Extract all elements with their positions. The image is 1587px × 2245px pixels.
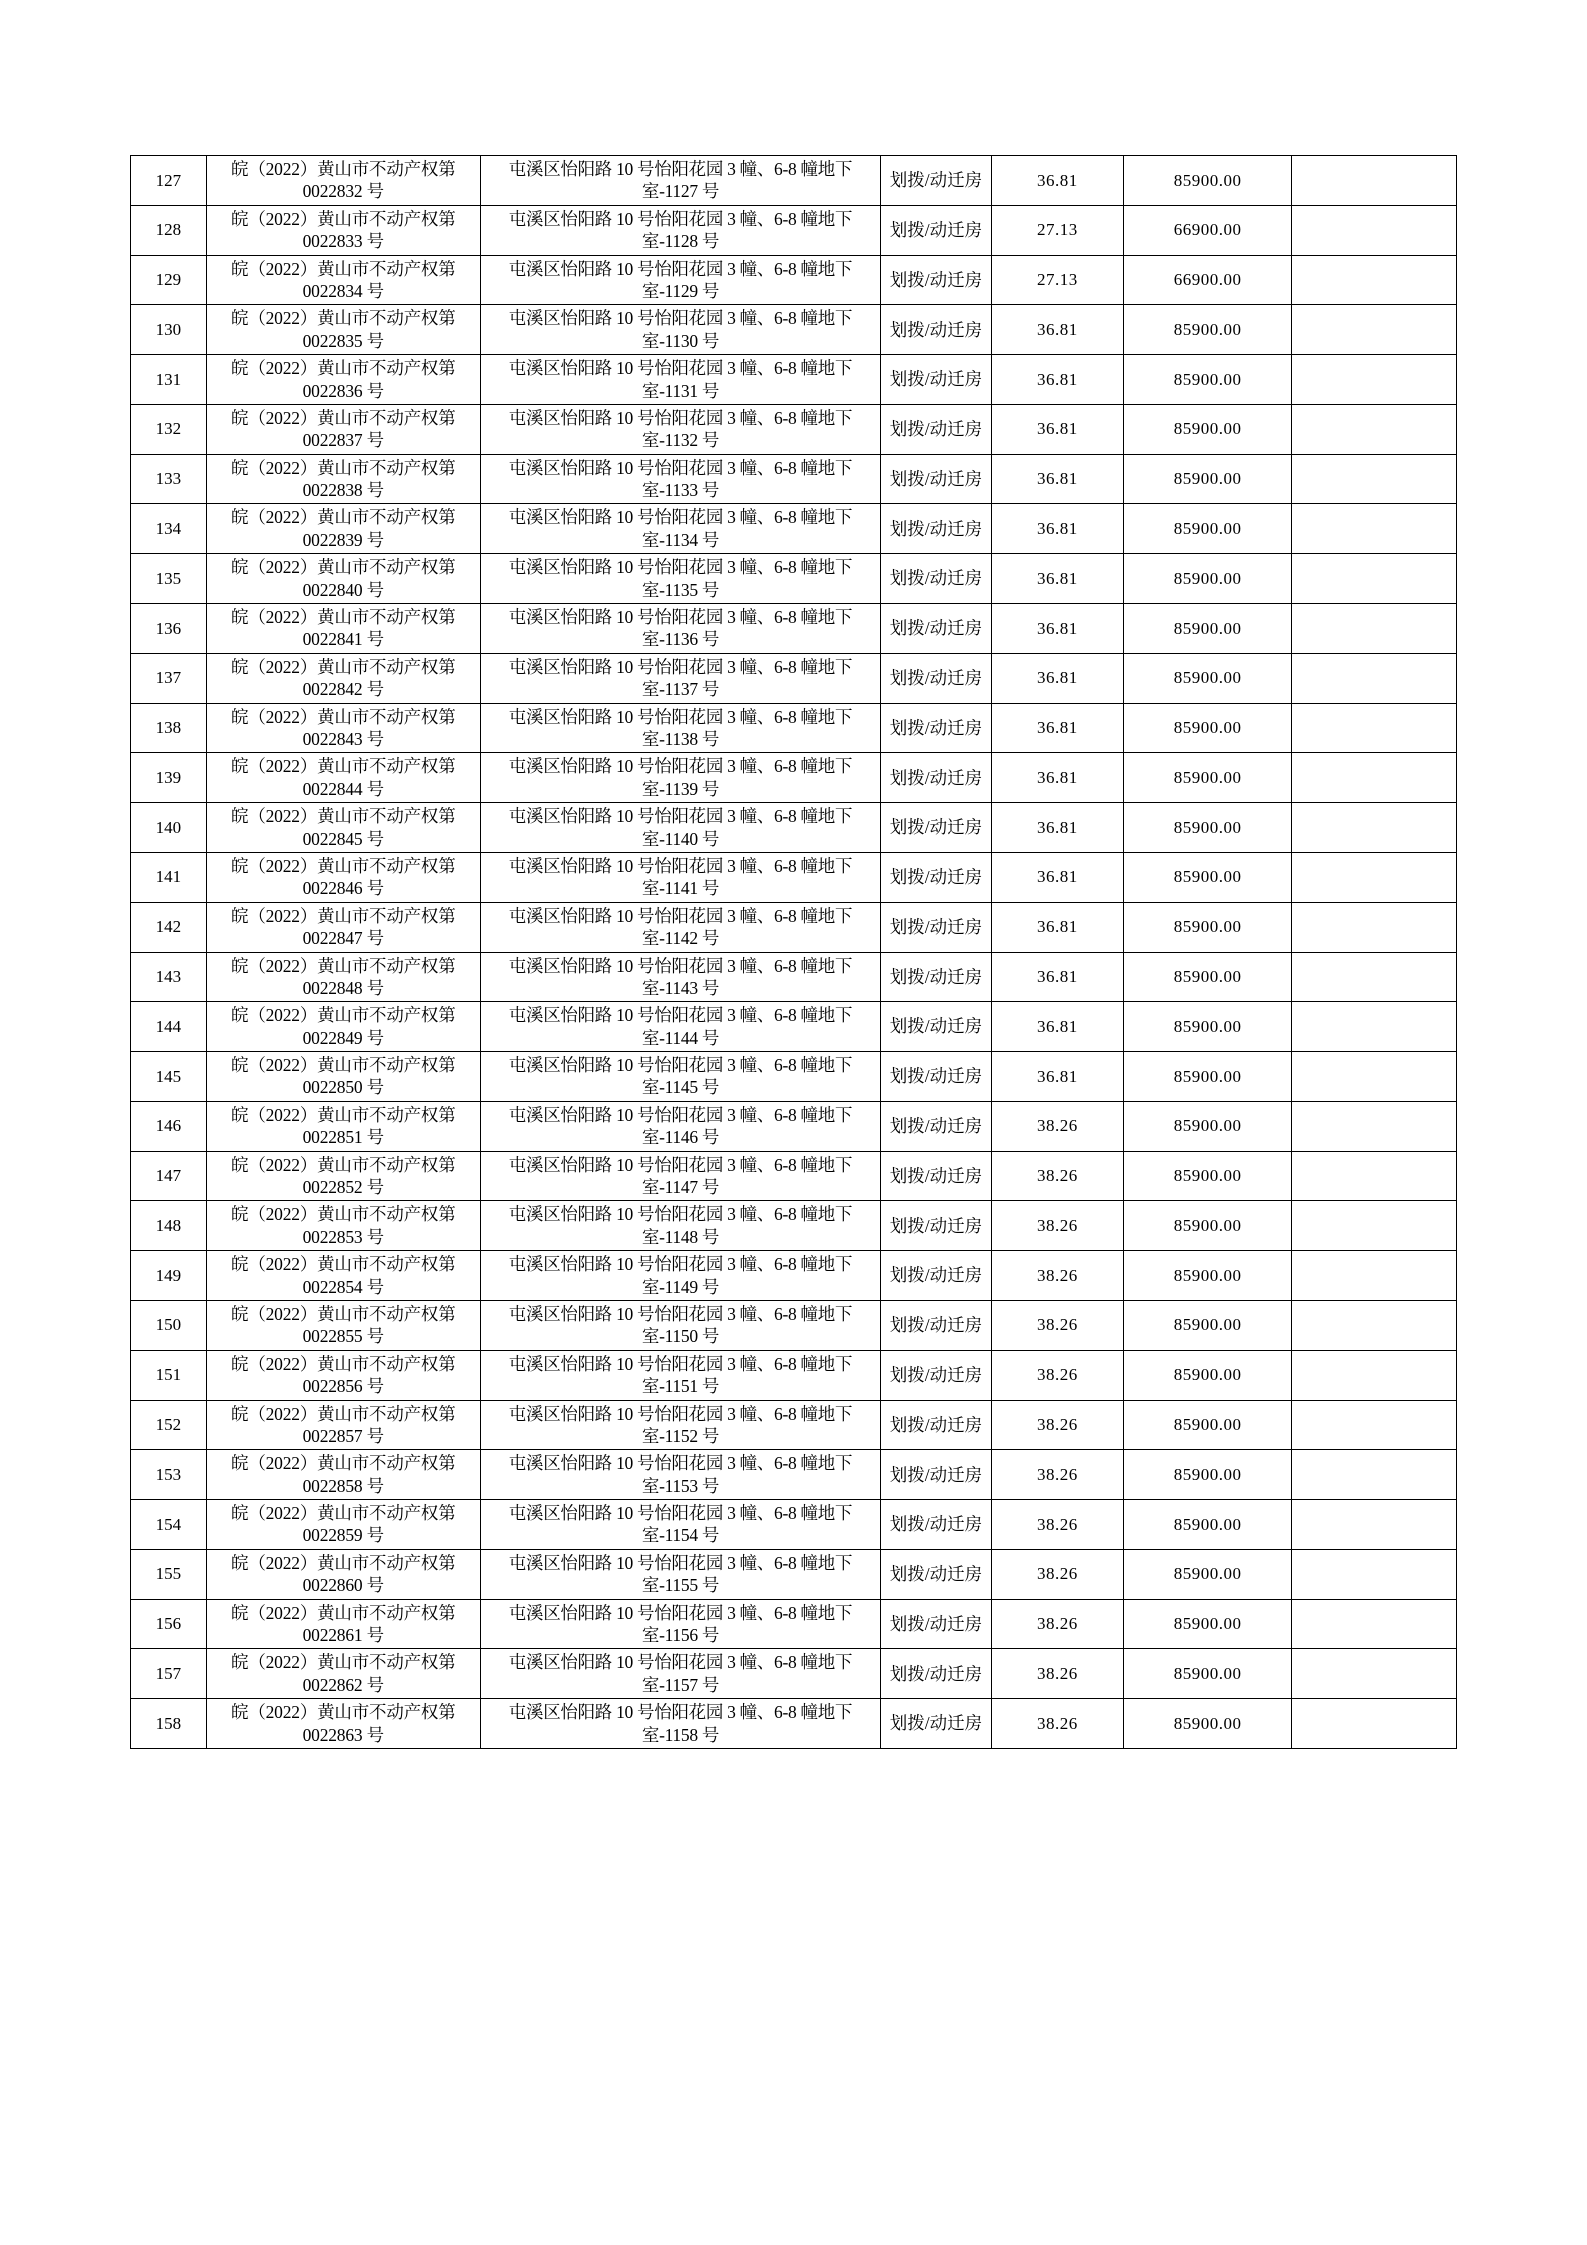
property-location: 屯溪区怡阳路 10 号怡阳花园 3 幢、6-8 幢地下室-1145 号	[480, 1052, 880, 1102]
certificate-number: 皖（2022）黄山市不动产权第 0022857 号	[206, 1400, 480, 1450]
certificate-number: 皖（2022）黄山市不动产权第 0022835 号	[206, 305, 480, 355]
certificate-number: 皖（2022）黄山市不动产权第 0022833 号	[206, 205, 480, 255]
property-type: 划拨/动迁房	[881, 355, 992, 405]
property-type: 划拨/动迁房	[881, 1549, 992, 1599]
property-location: 屯溪区怡阳路 10 号怡阳花园 3 幢、6-8 幢地下室-1153 号	[480, 1450, 880, 1500]
row-note	[1292, 1151, 1457, 1201]
property-area: 38.26	[991, 1151, 1123, 1201]
property-area: 36.81	[991, 454, 1123, 504]
table-row	[131, 1251, 1457, 1301]
property-area: 36.81	[991, 156, 1123, 206]
table-row	[131, 554, 1457, 604]
certificate-number: 皖（2022）黄山市不动产权第 0022860 号	[206, 1549, 480, 1599]
property-price: 85900.00	[1123, 1350, 1291, 1400]
property-type: 划拨/动迁房	[881, 554, 992, 604]
table-row	[131, 1599, 1457, 1649]
certificate-number: 皖（2022）黄山市不动产权第 0022836 号	[206, 355, 480, 405]
property-type: 划拨/动迁房	[881, 1350, 992, 1400]
property-price: 85900.00	[1123, 305, 1291, 355]
row-index: 157	[131, 1649, 207, 1699]
property-price: 85900.00	[1123, 1201, 1291, 1251]
certificate-number: 皖（2022）黄山市不动产权第 0022848 号	[206, 952, 480, 1002]
row-index: 140	[131, 803, 207, 853]
property-price: 85900.00	[1123, 653, 1291, 703]
certificate-number: 皖（2022）黄山市不动产权第 0022859 号	[206, 1500, 480, 1550]
property-price: 85900.00	[1123, 753, 1291, 803]
property-location: 屯溪区怡阳路 10 号怡阳花园 3 幢、6-8 幢地下室-1146 号	[480, 1101, 880, 1151]
property-price: 85900.00	[1123, 1599, 1291, 1649]
row-index: 138	[131, 703, 207, 753]
property-type: 划拨/动迁房	[881, 504, 992, 554]
property-area: 36.81	[991, 952, 1123, 1002]
row-index: 146	[131, 1101, 207, 1151]
row-index: 147	[131, 1151, 207, 1201]
property-price: 85900.00	[1123, 1251, 1291, 1301]
row-index: 154	[131, 1500, 207, 1550]
property-area: 36.81	[991, 305, 1123, 355]
property-area: 38.26	[991, 1699, 1123, 1749]
property-type: 划拨/动迁房	[881, 1300, 992, 1350]
property-area: 38.26	[991, 1549, 1123, 1599]
certificate-number: 皖（2022）黄山市不动产权第 0022852 号	[206, 1151, 480, 1201]
property-type: 划拨/动迁房	[881, 305, 992, 355]
property-area: 38.26	[991, 1350, 1123, 1400]
certificate-number: 皖（2022）黄山市不动产权第 0022843 号	[206, 703, 480, 753]
property-location: 屯溪区怡阳路 10 号怡阳花园 3 幢、6-8 幢地下室-1138 号	[480, 703, 880, 753]
table-row	[131, 803, 1457, 853]
table-row	[131, 1450, 1457, 1500]
property-location: 屯溪区怡阳路 10 号怡阳花园 3 幢、6-8 幢地下室-1158 号	[480, 1699, 880, 1749]
property-type: 划拨/动迁房	[881, 454, 992, 504]
property-listing-table	[130, 155, 1457, 1749]
property-area: 38.26	[991, 1599, 1123, 1649]
certificate-number: 皖（2022）黄山市不动产权第 0022863 号	[206, 1699, 480, 1749]
table-row	[131, 1201, 1457, 1251]
property-area: 38.26	[991, 1450, 1123, 1500]
certificate-number: 皖（2022）黄山市不动产权第 0022846 号	[206, 852, 480, 902]
row-note	[1292, 703, 1457, 753]
property-price: 85900.00	[1123, 504, 1291, 554]
property-location: 屯溪区怡阳路 10 号怡阳花园 3 幢、6-8 幢地下室-1150 号	[480, 1300, 880, 1350]
row-note	[1292, 305, 1457, 355]
row-index: 156	[131, 1599, 207, 1649]
row-note	[1292, 1350, 1457, 1400]
property-type: 划拨/动迁房	[881, 255, 992, 305]
row-index: 131	[131, 355, 207, 405]
property-area: 36.81	[991, 653, 1123, 703]
property-type: 划拨/动迁房	[881, 1251, 992, 1301]
property-area: 36.81	[991, 803, 1123, 853]
table-row	[131, 1151, 1457, 1201]
row-index: 137	[131, 653, 207, 703]
property-type: 划拨/动迁房	[881, 653, 992, 703]
property-area: 36.81	[991, 703, 1123, 753]
table-row	[131, 1500, 1457, 1550]
certificate-number: 皖（2022）黄山市不动产权第 0022845 号	[206, 803, 480, 853]
row-note	[1292, 554, 1457, 604]
property-price: 85900.00	[1123, 604, 1291, 654]
property-type: 划拨/动迁房	[881, 156, 992, 206]
table-row	[131, 753, 1457, 803]
property-area: 36.81	[991, 852, 1123, 902]
property-type: 划拨/动迁房	[881, 404, 992, 454]
table-row	[131, 952, 1457, 1002]
table-row	[131, 852, 1457, 902]
table-row	[131, 1350, 1457, 1400]
property-price: 85900.00	[1123, 1500, 1291, 1550]
property-type: 划拨/动迁房	[881, 205, 992, 255]
certificate-number: 皖（2022）黄山市不动产权第 0022841 号	[206, 604, 480, 654]
row-note	[1292, 653, 1457, 703]
property-area: 36.81	[991, 504, 1123, 554]
row-index: 142	[131, 902, 207, 952]
row-note	[1292, 1300, 1457, 1350]
row-note	[1292, 255, 1457, 305]
property-area: 38.26	[991, 1500, 1123, 1550]
row-index: 143	[131, 952, 207, 1002]
property-type: 划拨/动迁房	[881, 1699, 992, 1749]
property-location: 屯溪区怡阳路 10 号怡阳花园 3 幢、6-8 幢地下室-1137 号	[480, 653, 880, 703]
certificate-number: 皖（2022）黄山市不动产权第 0022834 号	[206, 255, 480, 305]
property-area: 38.26	[991, 1101, 1123, 1151]
property-location: 屯溪区怡阳路 10 号怡阳花园 3 幢、6-8 幢地下室-1143 号	[480, 952, 880, 1002]
property-location: 屯溪区怡阳路 10 号怡阳花园 3 幢、6-8 幢地下室-1139 号	[480, 753, 880, 803]
property-price: 85900.00	[1123, 1450, 1291, 1500]
property-price: 85900.00	[1123, 1649, 1291, 1699]
property-location: 屯溪区怡阳路 10 号怡阳花园 3 幢、6-8 幢地下室-1129 号	[480, 255, 880, 305]
property-type: 划拨/动迁房	[881, 1052, 992, 1102]
row-index: 133	[131, 454, 207, 504]
property-type: 划拨/动迁房	[881, 1101, 992, 1151]
table-row	[131, 703, 1457, 753]
property-location: 屯溪区怡阳路 10 号怡阳花园 3 幢、6-8 幢地下室-1156 号	[480, 1599, 880, 1649]
table-row	[131, 1400, 1457, 1450]
property-location: 屯溪区怡阳路 10 号怡阳花园 3 幢、6-8 幢地下室-1151 号	[480, 1350, 880, 1400]
row-note	[1292, 1549, 1457, 1599]
property-location: 屯溪区怡阳路 10 号怡阳花园 3 幢、6-8 幢地下室-1157 号	[480, 1649, 880, 1699]
property-location: 屯溪区怡阳路 10 号怡阳花园 3 幢、6-8 幢地下室-1140 号	[480, 803, 880, 853]
row-index: 139	[131, 753, 207, 803]
row-index: 132	[131, 404, 207, 454]
property-location: 屯溪区怡阳路 10 号怡阳花园 3 幢、6-8 幢地下室-1134 号	[480, 504, 880, 554]
row-note	[1292, 1101, 1457, 1151]
row-note	[1292, 504, 1457, 554]
property-area: 38.26	[991, 1300, 1123, 1350]
property-location: 屯溪区怡阳路 10 号怡阳花园 3 幢、6-8 幢地下室-1144 号	[480, 1002, 880, 1052]
property-price: 85900.00	[1123, 1101, 1291, 1151]
row-note	[1292, 1002, 1457, 1052]
property-location: 屯溪区怡阳路 10 号怡阳花园 3 幢、6-8 幢地下室-1130 号	[480, 305, 880, 355]
property-location: 屯溪区怡阳路 10 号怡阳花园 3 幢、6-8 幢地下室-1136 号	[480, 604, 880, 654]
table-row	[131, 205, 1457, 255]
row-note	[1292, 355, 1457, 405]
row-note	[1292, 852, 1457, 902]
row-index: 158	[131, 1699, 207, 1749]
table-row	[131, 355, 1457, 405]
row-note	[1292, 753, 1457, 803]
certificate-number: 皖（2022）黄山市不动产权第 0022832 号	[206, 156, 480, 206]
row-index: 134	[131, 504, 207, 554]
property-price: 85900.00	[1123, 156, 1291, 206]
certificate-number: 皖（2022）黄山市不动产权第 0022856 号	[206, 1350, 480, 1400]
row-note	[1292, 1699, 1457, 1749]
table-row	[131, 1052, 1457, 1102]
row-note	[1292, 1450, 1457, 1500]
row-note	[1292, 1201, 1457, 1251]
certificate-number: 皖（2022）黄山市不动产权第 0022849 号	[206, 1002, 480, 1052]
property-price: 85900.00	[1123, 1052, 1291, 1102]
certificate-number: 皖（2022）黄山市不动产权第 0022847 号	[206, 902, 480, 952]
property-type: 划拨/动迁房	[881, 1450, 992, 1500]
property-price: 85900.00	[1123, 852, 1291, 902]
row-note	[1292, 803, 1457, 853]
row-index: 129	[131, 255, 207, 305]
property-area: 36.81	[991, 1002, 1123, 1052]
row-index: 135	[131, 554, 207, 604]
property-location: 屯溪区怡阳路 10 号怡阳花园 3 幢、6-8 幢地下室-1154 号	[480, 1500, 880, 1550]
row-note	[1292, 156, 1457, 206]
property-location: 屯溪区怡阳路 10 号怡阳花园 3 幢、6-8 幢地下室-1155 号	[480, 1549, 880, 1599]
property-area: 27.13	[991, 255, 1123, 305]
row-index: 153	[131, 1450, 207, 1500]
row-index: 136	[131, 604, 207, 654]
table-row	[131, 1699, 1457, 1749]
table-row	[131, 255, 1457, 305]
property-price: 85900.00	[1123, 703, 1291, 753]
certificate-number: 皖（2022）黄山市不动产权第 0022853 号	[206, 1201, 480, 1251]
property-price: 85900.00	[1123, 1699, 1291, 1749]
property-location: 屯溪区怡阳路 10 号怡阳花园 3 幢、6-8 幢地下室-1133 号	[480, 454, 880, 504]
table-row	[131, 1649, 1457, 1699]
property-type: 划拨/动迁房	[881, 952, 992, 1002]
table-row	[131, 1549, 1457, 1599]
row-note	[1292, 454, 1457, 504]
row-index: 128	[131, 205, 207, 255]
property-type: 划拨/动迁房	[881, 1201, 992, 1251]
property-location: 屯溪区怡阳路 10 号怡阳花园 3 幢、6-8 幢地下室-1135 号	[480, 554, 880, 604]
table-row	[131, 454, 1457, 504]
row-note	[1292, 952, 1457, 1002]
row-note	[1292, 404, 1457, 454]
property-type: 划拨/动迁房	[881, 902, 992, 952]
property-area: 36.81	[991, 554, 1123, 604]
row-index: 148	[131, 1201, 207, 1251]
row-index: 141	[131, 852, 207, 902]
row-note	[1292, 1400, 1457, 1450]
property-price: 85900.00	[1123, 554, 1291, 604]
certificate-number: 皖（2022）黄山市不动产权第 0022840 号	[206, 554, 480, 604]
property-type: 划拨/动迁房	[881, 753, 992, 803]
row-index: 149	[131, 1251, 207, 1301]
certificate-number: 皖（2022）黄山市不动产权第 0022855 号	[206, 1300, 480, 1350]
property-price: 66900.00	[1123, 205, 1291, 255]
row-index: 150	[131, 1300, 207, 1350]
property-location: 屯溪区怡阳路 10 号怡阳花园 3 幢、6-8 幢地下室-1148 号	[480, 1201, 880, 1251]
property-location: 屯溪区怡阳路 10 号怡阳花园 3 幢、6-8 幢地下室-1149 号	[480, 1251, 880, 1301]
property-location: 屯溪区怡阳路 10 号怡阳花园 3 幢、6-8 幢地下室-1147 号	[480, 1151, 880, 1201]
property-type: 划拨/动迁房	[881, 1599, 992, 1649]
table-row	[131, 902, 1457, 952]
certificate-number: 皖（2022）黄山市不动产权第 0022844 号	[206, 753, 480, 803]
certificate-number: 皖（2022）黄山市不动产权第 0022842 号	[206, 653, 480, 703]
property-price: 85900.00	[1123, 1151, 1291, 1201]
property-location: 屯溪区怡阳路 10 号怡阳花园 3 幢、6-8 幢地下室-1131 号	[480, 355, 880, 405]
property-price: 66900.00	[1123, 255, 1291, 305]
certificate-number: 皖（2022）黄山市不动产权第 0022851 号	[206, 1101, 480, 1151]
row-note	[1292, 902, 1457, 952]
row-index: 145	[131, 1052, 207, 1102]
certificate-number: 皖（2022）黄山市不动产权第 0022850 号	[206, 1052, 480, 1102]
certificate-number: 皖（2022）黄山市不动产权第 0022862 号	[206, 1649, 480, 1699]
certificate-number: 皖（2022）黄山市不动产权第 0022858 号	[206, 1450, 480, 1500]
row-note	[1292, 1251, 1457, 1301]
certificate-number: 皖（2022）黄山市不动产权第 0022839 号	[206, 504, 480, 554]
certificate-number: 皖（2022）黄山市不动产权第 0022837 号	[206, 404, 480, 454]
row-note	[1292, 1649, 1457, 1699]
property-price: 85900.00	[1123, 454, 1291, 504]
property-area: 27.13	[991, 205, 1123, 255]
property-price: 85900.00	[1123, 1002, 1291, 1052]
property-price: 85900.00	[1123, 1300, 1291, 1350]
property-price: 85900.00	[1123, 902, 1291, 952]
property-price: 85900.00	[1123, 1549, 1291, 1599]
table-row	[131, 1101, 1457, 1151]
property-location: 屯溪区怡阳路 10 号怡阳花园 3 幢、6-8 幢地下室-1127 号	[480, 156, 880, 206]
table-row	[131, 653, 1457, 703]
row-index: 155	[131, 1549, 207, 1599]
property-type: 划拨/动迁房	[881, 703, 992, 753]
row-index: 127	[131, 156, 207, 206]
property-area: 38.26	[991, 1649, 1123, 1699]
row-note	[1292, 205, 1457, 255]
table-row	[131, 604, 1457, 654]
property-location: 屯溪区怡阳路 10 号怡阳花园 3 幢、6-8 幢地下室-1128 号	[480, 205, 880, 255]
row-note	[1292, 1599, 1457, 1649]
property-price: 85900.00	[1123, 1400, 1291, 1450]
row-note	[1292, 1500, 1457, 1550]
property-type: 划拨/动迁房	[881, 803, 992, 853]
table-row	[131, 156, 1457, 206]
property-type: 划拨/动迁房	[881, 852, 992, 902]
row-index: 130	[131, 305, 207, 355]
certificate-number: 皖（2022）黄山市不动产权第 0022838 号	[206, 454, 480, 504]
table-row	[131, 305, 1457, 355]
table-row	[131, 404, 1457, 454]
property-location: 屯溪区怡阳路 10 号怡阳花园 3 幢、6-8 幢地下室-1152 号	[480, 1400, 880, 1450]
property-area: 36.81	[991, 404, 1123, 454]
property-area: 38.26	[991, 1400, 1123, 1450]
property-type: 划拨/动迁房	[881, 604, 992, 654]
property-area: 38.26	[991, 1251, 1123, 1301]
property-type: 划拨/动迁房	[881, 1151, 992, 1201]
certificate-number: 皖（2022）黄山市不动产权第 0022854 号	[206, 1251, 480, 1301]
property-area: 36.81	[991, 355, 1123, 405]
row-index: 151	[131, 1350, 207, 1400]
table-row	[131, 1002, 1457, 1052]
property-price: 85900.00	[1123, 355, 1291, 405]
property-area: 38.26	[991, 1201, 1123, 1251]
property-type: 划拨/动迁房	[881, 1500, 992, 1550]
row-index: 144	[131, 1002, 207, 1052]
property-location: 屯溪区怡阳路 10 号怡阳花园 3 幢、6-8 幢地下室-1141 号	[480, 852, 880, 902]
property-type: 划拨/动迁房	[881, 1400, 992, 1450]
property-area: 36.81	[991, 753, 1123, 803]
property-price: 85900.00	[1123, 803, 1291, 853]
row-note	[1292, 1052, 1457, 1102]
certificate-number: 皖（2022）黄山市不动产权第 0022861 号	[206, 1599, 480, 1649]
property-type: 划拨/动迁房	[881, 1649, 992, 1699]
property-location: 屯溪区怡阳路 10 号怡阳花园 3 幢、6-8 幢地下室-1132 号	[480, 404, 880, 454]
property-location: 屯溪区怡阳路 10 号怡阳花园 3 幢、6-8 幢地下室-1142 号	[480, 902, 880, 952]
property-price: 85900.00	[1123, 404, 1291, 454]
row-note	[1292, 604, 1457, 654]
table-row	[131, 1300, 1457, 1350]
property-price: 85900.00	[1123, 952, 1291, 1002]
property-area: 36.81	[991, 1052, 1123, 1102]
property-area: 36.81	[991, 604, 1123, 654]
property-type: 划拨/动迁房	[881, 1002, 992, 1052]
table-row	[131, 504, 1457, 554]
property-area: 36.81	[991, 902, 1123, 952]
row-index: 152	[131, 1400, 207, 1450]
